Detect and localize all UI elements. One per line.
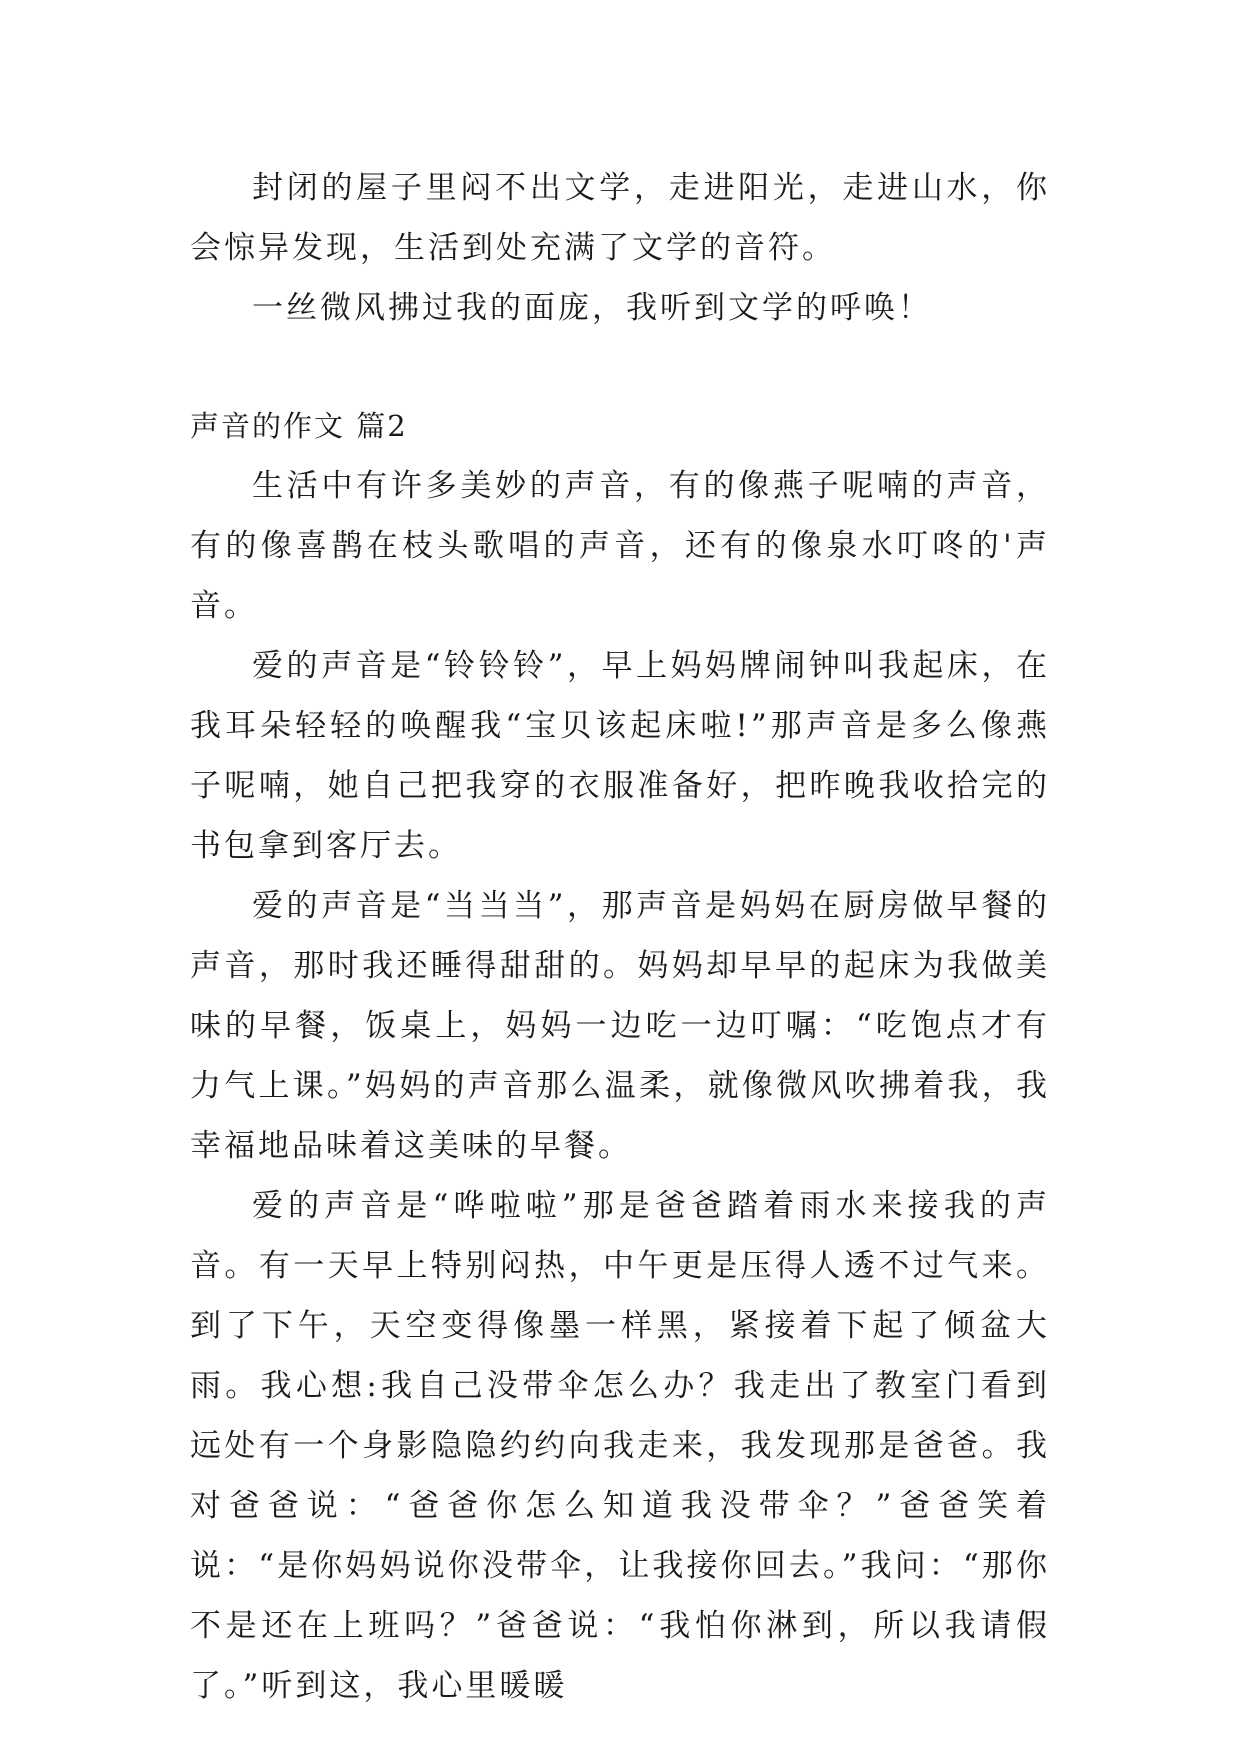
paragraph-1: 生活中有许多美妙的声音，有的像燕子呢喃的声音，有的像喜鹊在枝头歌唱的声音，还有的像泉水叮咚的'声音。 xyxy=(190,468,1050,624)
paragraph-intro-1: 封闭的屋子里闷不出文学，走进阳光，走进山水，你会惊异发现，生活到处充满了文学的音符。 xyxy=(190,170,1050,266)
paragraph-2: 爱的声音是“铃铃铃”，早上妈妈牌闹钟叫我起床，在我耳朵轻轻的唤醒我“宝贝该起床啦!”那声音是多么像燕子呢喃，她自己把我穿的衣服准备好，把昨晚我收拾完的书包拿到客厅去。 xyxy=(190,648,1050,864)
paragraph-3: 爱的声音是“当当当”，那声音是妈妈在厨房做早餐的声音，那时我还睡得甜甜的。妈妈却早早的起床为我做美味的早餐，饭桌上，妈妈一边吃一边叮嘱：“吃饱点才有力气上课。”妈妈的声音那么温柔，就像微风吹拂着我，我幸福地品味着这美味的早餐。 xyxy=(190,888,1050,1164)
section-title: 声音的作文 篇2 xyxy=(190,409,408,443)
paragraph-4: 爱的声音是“哗啦啦”那是爸爸踏着雨水来接我的声音。有一天早上特别闷热，中午更是压得人透不过气来。到了下午，天空变得像墨一样黑，紧接着下起了倾盆大雨。我心想:我自己没带伞怎么办？我走出了教室门看到远处有一个身影隐隐约约向我走来，我发现那是爸爸。我对爸爸说：“爸爸你怎么知道我没带伞？”爸爸笑着说：“是你妈妈说你没带伞，让我接你回去。”我问：“那你不是还在上班吗？”爸爸说：“我怕你淋到，所以我请假了。”听到这，我心里暖暖 xyxy=(190,1188,1050,1704)
document-body xyxy=(190,158,1050,1716)
paragraph-intro-2: 一丝微风拂过我的面庞，我听到文学的呼唤！ xyxy=(252,290,932,326)
